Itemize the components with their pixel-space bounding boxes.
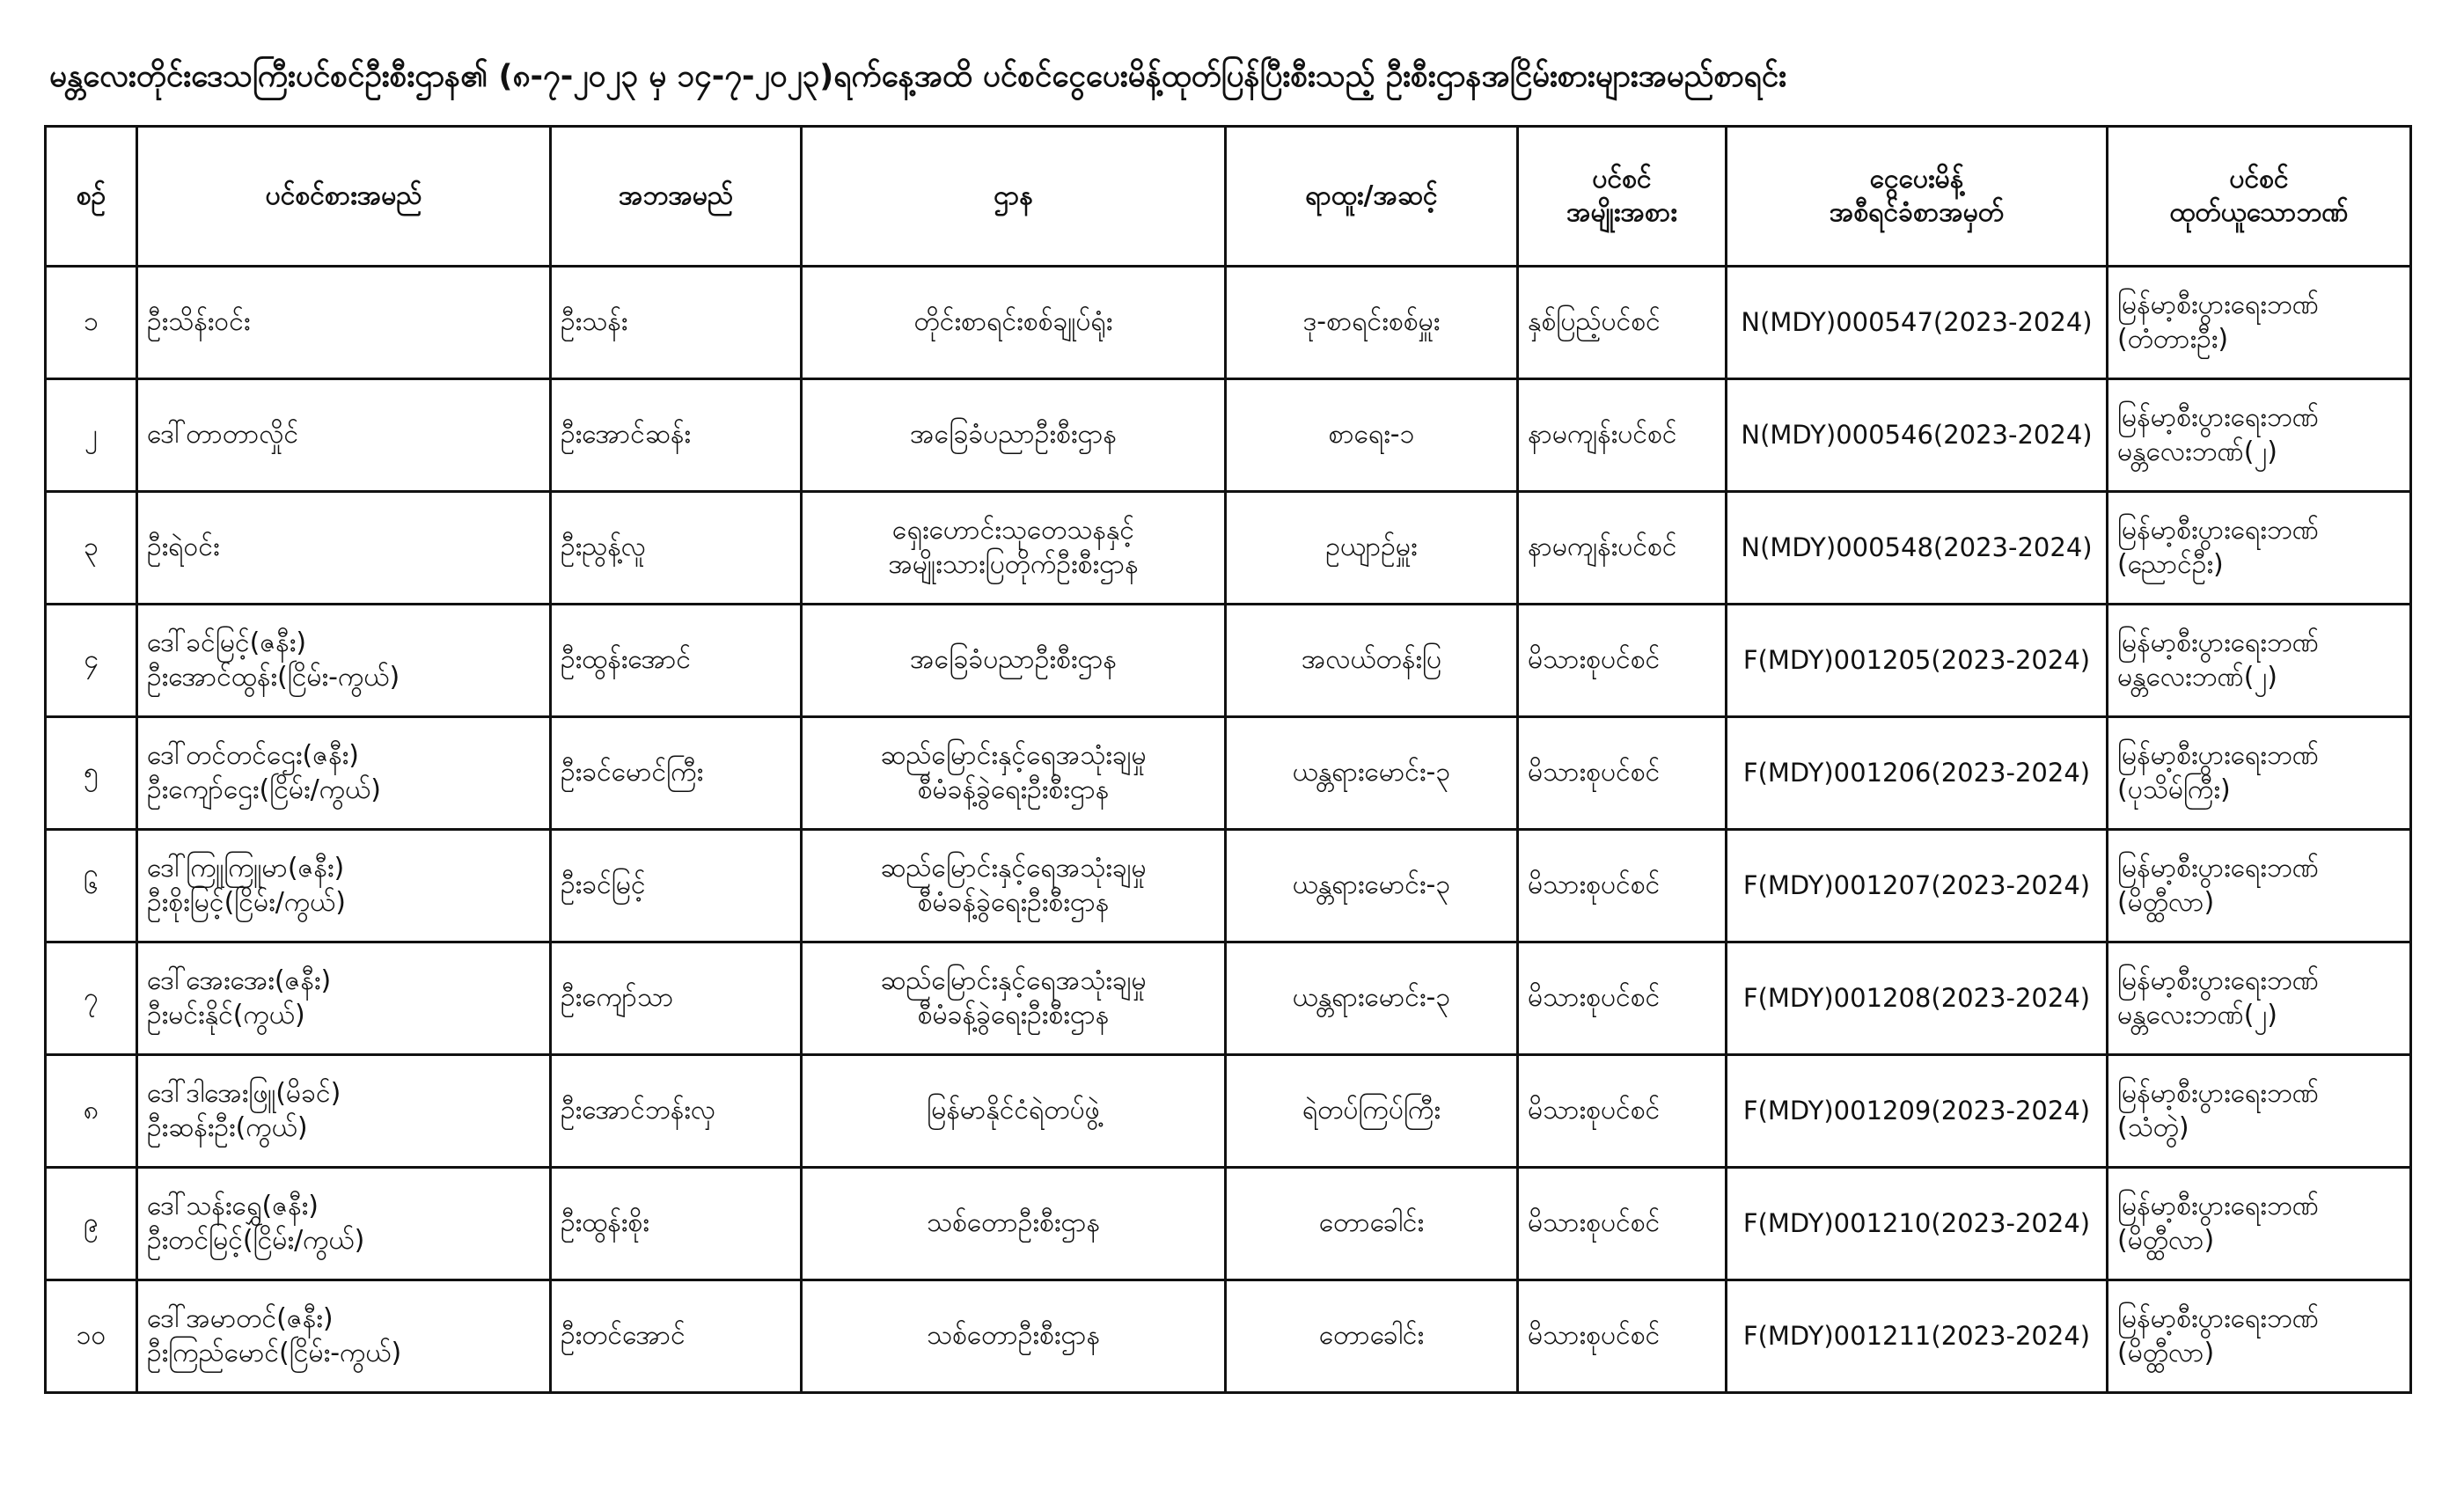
- cell-bank-line: (ညောင်ဦး): [2117, 548, 2224, 580]
- cell-serial-no: ၁၀: [46, 1280, 137, 1393]
- cell-serial-no: ၁: [46, 267, 137, 379]
- cell-department: [802, 492, 1226, 605]
- cell-bank-line: မန္တလေးဘဏ်(၂): [2117, 661, 2277, 693]
- cell-pensioner-name-line: ဦးဆန်းဦး(ကွယ်): [147, 1111, 308, 1143]
- cell-pension-type: မိသားစုပင်စင်: [1518, 605, 1727, 717]
- cell-pensioner-name-line: ဦးကြည်မောင်(ငြိမ်း-ကွယ်): [147, 1337, 402, 1368]
- cell-department-line: မြန်မာနိုင်ငံရဲတပ်ဖွဲ့: [927, 1095, 1100, 1126]
- cell-pensioner-name-line: ဒေါ်အေးအေး(ဇနီး): [147, 965, 332, 997]
- header-bank-line: ပင်စင်: [2229, 163, 2289, 194]
- cell-serial-no: ၃: [46, 492, 137, 605]
- cell-department-line: အခြေခံပညာဦးစီးဌာန: [910, 644, 1117, 676]
- cell-rank: အလယ်တန်းပြ: [1226, 605, 1518, 717]
- cell-bank: [2108, 942, 2411, 1055]
- cell-payment-order-number: F(MDY)001210(2023-2024): [1727, 1168, 2108, 1280]
- header-father-name: အဘအမည်: [551, 127, 802, 267]
- header-payment-order-line: အစီရင်ခံစာအမှတ်: [1829, 197, 2005, 228]
- cell-pensioner-name-line: ဒေါ်ခင်မြင့်(ဇနီး): [147, 627, 307, 659]
- cell-bank: [2108, 267, 2411, 379]
- cell-bank: [2108, 379, 2411, 492]
- cell-rank: စာရေး-၁: [1226, 379, 1518, 492]
- cell-rank: ဥယျာဉ်မှူး: [1226, 492, 1518, 605]
- cell-pensioner-name: [137, 267, 551, 379]
- cell-rank: ယန္တရားမောင်း-၃: [1226, 830, 1518, 942]
- cell-pensioner-name-line: ဦးစိုးမြင့်(ငြိမ်း/ကွယ်): [147, 886, 346, 918]
- cell-department: [802, 1168, 1226, 1280]
- cell-pension-type: နှစ်ပြည့်ပင်စင်: [1518, 267, 1727, 379]
- cell-department-line: စီမံခန့်ခွဲရေးဦးစီးဌာန: [917, 774, 1110, 805]
- cell-pensioner-name-line: ဒေါ်တာတာလှိုင်: [147, 419, 299, 451]
- cell-bank-line: မြန်မာ့စီးပွားရေးဘဏ်: [2117, 1303, 2319, 1335]
- cell-father-name: ဦးခင်မောင်ကြီး: [551, 717, 802, 830]
- cell-department-line: အမျိုးသားပြတိုက်ဦးစီးဌာန: [888, 548, 1139, 580]
- cell-pensioner-name: [137, 379, 551, 492]
- cell-pensioner-name: [137, 717, 551, 830]
- cell-serial-no: ၆: [46, 830, 137, 942]
- cell-father-name: ဦးထွန်းစိုး: [551, 1168, 802, 1280]
- cell-pension-type: မိသားစုပင်စင်: [1518, 717, 1727, 830]
- table-row: [46, 1168, 2411, 1280]
- cell-department-line: ဆည်မြောင်းနှင့်ရေအသုံးချမှု: [880, 740, 1147, 772]
- cell-department-line: ဆည်မြောင်းနှင့်ရေအသုံးချမှု: [880, 965, 1147, 997]
- cell-pension-type: မိသားစုပင်စင်: [1518, 942, 1727, 1055]
- cell-father-name: ဦးသန်း: [551, 267, 802, 379]
- cell-bank-line: (မိတ္ထီလာ): [2117, 886, 2215, 918]
- cell-serial-no: ၉: [46, 1168, 137, 1280]
- header-serial-no: စဉ်: [46, 127, 137, 267]
- cell-department: [802, 717, 1226, 830]
- header-pension-type-line: အမျိုးအစား: [1566, 197, 1677, 228]
- cell-department-line: စီမံခန့်ခွဲရေးဦးစီးဌာန: [917, 886, 1110, 918]
- cell-bank-line: မြန်မာ့စီးပွားရေးဘဏ်: [2117, 1191, 2319, 1222]
- cell-rank: တောခေါင်း: [1226, 1280, 1518, 1393]
- cell-bank-line: (မိတ္ထီလာ): [2117, 1337, 2215, 1368]
- cell-department: [802, 1280, 1226, 1393]
- cell-bank: [2108, 830, 2411, 942]
- cell-father-name: ဦးအောင်ဆန်း: [551, 379, 802, 492]
- cell-pensioner-name: [137, 1280, 551, 1393]
- cell-bank-line: မန္တလေးဘဏ်(၂): [2117, 999, 2277, 1030]
- cell-department: [802, 379, 1226, 492]
- header-pension-type: [1518, 127, 1727, 267]
- cell-rank: တောခေါင်း: [1226, 1168, 1518, 1280]
- cell-bank-line: မြန်မာ့စီးပွားရေးဘဏ်: [2117, 515, 2319, 546]
- cell-bank-line: မြန်မာ့စီးပွားရေးဘဏ်: [2117, 740, 2319, 772]
- cell-bank-line: မန္တလေးဘဏ်(၂): [2117, 436, 2277, 467]
- cell-pension-type: မိသားစုပင်စင်: [1518, 1280, 1727, 1393]
- cell-serial-no: ၅: [46, 717, 137, 830]
- table-row: [46, 942, 2411, 1055]
- cell-payment-order-number: N(MDY)000547(2023-2024): [1727, 267, 2108, 379]
- cell-bank: [2108, 1055, 2411, 1168]
- cell-rank: ရဲတပ်ကြပ်ကြီး: [1226, 1055, 1518, 1168]
- cell-pensioner-name-line: ဒေါ်အမာတင်(ဇနီး): [147, 1303, 334, 1335]
- cell-bank-line: (ပုသိမ်ကြီး): [2117, 774, 2231, 805]
- cell-pension-type: နာမကျန်းပင်စင်: [1518, 379, 1727, 492]
- cell-pensioner-name: [137, 492, 551, 605]
- header-department: ဌာန: [802, 127, 1226, 267]
- cell-department: [802, 830, 1226, 942]
- cell-bank-line: မြန်မာ့စီးပွားရေးဘဏ်: [2117, 965, 2319, 997]
- cell-payment-order-number: N(MDY)000546(2023-2024): [1727, 379, 2108, 492]
- cell-pensioner-name-line: ဒေါ်တင်တင်ဌေး(ဇနီး): [147, 740, 359, 772]
- cell-rank: ယန္တရားမောင်း-၃: [1226, 717, 1518, 830]
- cell-serial-no: ၈: [46, 1055, 137, 1168]
- cell-pensioner-name: [137, 1168, 551, 1280]
- cell-bank: [2108, 1280, 2411, 1393]
- cell-father-name: ဦးထွန်းအောင်: [551, 605, 802, 717]
- table-row: [46, 379, 2411, 492]
- cell-bank: [2108, 605, 2411, 717]
- cell-pensioner-name: [137, 1055, 551, 1168]
- table-row: [46, 1280, 2411, 1393]
- cell-department: [802, 605, 1226, 717]
- cell-serial-no: ၄: [46, 605, 137, 717]
- cell-payment-order-number: N(MDY)000548(2023-2024): [1727, 492, 2108, 605]
- cell-pensioner-name-line: ဦးရဲဝင်း: [147, 532, 220, 563]
- cell-pension-type: နာမကျန်းပင်စင်: [1518, 492, 1727, 605]
- pensioner-table: [44, 125, 2412, 1394]
- table-row: [46, 605, 2411, 717]
- header-bank-line: ထုတ်ယူသောဘဏ်: [2169, 197, 2349, 228]
- cell-department: [802, 267, 1226, 379]
- cell-pensioner-name-line: ဦးကျော်ဌေး(ငြိမ်း/ကွယ်): [147, 774, 381, 805]
- cell-father-name: ဦးခင်မြင့်: [551, 830, 802, 942]
- cell-department-line: စီမံခန့်ခွဲရေးဦးစီးဌာန: [917, 999, 1110, 1030]
- cell-department: [802, 942, 1226, 1055]
- cell-bank-line: (သံတွဲ): [2117, 1111, 2189, 1143]
- cell-serial-no: ၇: [46, 942, 137, 1055]
- cell-bank-line: (မိတ္ထီလာ): [2117, 1224, 2215, 1256]
- cell-pensioner-name-line: ဦးသိန်းဝင်း: [147, 306, 251, 338]
- cell-pensioner-name-line: ဒေါ်သန်းရွှေ(ဇနီး): [147, 1191, 319, 1222]
- cell-rank: ဒု-စာရင်းစစ်မှူး: [1226, 267, 1518, 379]
- cell-department: [802, 1055, 1226, 1168]
- cell-bank-line: မြန်မာ့စီးပွားရေးဘဏ်: [2117, 402, 2319, 434]
- cell-pensioner-name: [137, 830, 551, 942]
- cell-payment-order-number: F(MDY)001205(2023-2024): [1727, 605, 2108, 717]
- cell-department-line: ရှေးဟောင်းသုတေသနနှင့်: [891, 515, 1135, 546]
- cell-payment-order-number: F(MDY)001206(2023-2024): [1727, 717, 2108, 830]
- table-row: [46, 267, 2411, 379]
- cell-bank: [2108, 1168, 2411, 1280]
- table-row: [46, 830, 2411, 942]
- cell-serial-no: ၂: [46, 379, 137, 492]
- header-payment-order-number: [1727, 127, 2108, 267]
- cell-department-line: အခြေခံပညာဦးစီးဌာန: [910, 419, 1117, 451]
- cell-bank: [2108, 717, 2411, 830]
- header-pension-type-line: ပင်စင်: [1592, 163, 1652, 194]
- cell-department-line: သစ်တောဦးစီးဌာန: [927, 1207, 1100, 1239]
- page-title: မန္တလေးတိုင်းဒေသကြီးပင်စင်ဦးစီးဌာန၏ (၈-၇-၂၀၂၃ မှ ၁၄-၇-၂၀၂၃)ရက်နေ့အထိ ပင်စင်ငွေပေးမိန့်ထုတ်ပြန်ပြီးစီးသည့် ဦးစီးဌာနအငြိမ်းစားများအမည်စာရင်း: [49, 59, 1787, 94]
- cell-pensioner-name: [137, 605, 551, 717]
- cell-bank-line: မြန်မာ့စီးပွားရေးဘဏ်: [2117, 290, 2319, 321]
- table-row: [46, 1055, 2411, 1168]
- cell-bank-line: (တံတားဦး): [2117, 323, 2229, 355]
- cell-payment-order-number: F(MDY)001207(2023-2024): [1727, 830, 2108, 942]
- cell-payment-order-number: F(MDY)001209(2023-2024): [1727, 1055, 2108, 1168]
- cell-pensioner-name-line: ဦးမင်းနိုင်(ကွယ်): [147, 999, 305, 1030]
- cell-bank-line: မြန်မာ့စီးပွားရေးဘဏ်: [2117, 853, 2319, 884]
- cell-pensioner-name-line: ဦးအောင်ထွန်း(ငြိမ်း-ကွယ်): [147, 661, 400, 693]
- table-row: [46, 717, 2411, 830]
- cell-father-name: ဦးကျော်သာ: [551, 942, 802, 1055]
- cell-department-line: ဆည်မြောင်းနှင့်ရေအသုံးချမှု: [880, 853, 1147, 884]
- header-bank: [2108, 127, 2411, 267]
- cell-bank: [2108, 492, 2411, 605]
- table-header-row: [46, 127, 2411, 267]
- cell-pensioner-name-line: ဒေါ်ကြူကြူမာ(ဇနီး): [147, 853, 345, 884]
- cell-pensioner-name: [137, 942, 551, 1055]
- cell-bank-line: မြန်မာ့စီးပွားရေးဘဏ်: [2117, 627, 2319, 659]
- table-row: [46, 492, 2411, 605]
- cell-father-name: ဦးညွန့်လူ: [551, 492, 802, 605]
- cell-payment-order-number: F(MDY)001211(2023-2024): [1727, 1280, 2108, 1393]
- cell-payment-order-number: F(MDY)001208(2023-2024): [1727, 942, 2108, 1055]
- cell-father-name: ဦးတင်အောင်: [551, 1280, 802, 1393]
- cell-department-line: တိုင်းစာရင်းစစ်ချုပ်ရုံး: [913, 306, 1113, 338]
- cell-rank: ယန္တရားမောင်း-၃: [1226, 942, 1518, 1055]
- cell-pension-type: မိသားစုပင်စင်: [1518, 1168, 1727, 1280]
- header-rank: ရာထူး/အဆင့်: [1226, 127, 1518, 267]
- cell-pensioner-name-line: ဒေါ်ဒါအေးဖြူ(မိခင်): [147, 1078, 341, 1110]
- cell-pensioner-name-line: ဦးတင်မြင့်(ငြိမ်း/ကွယ်): [147, 1224, 365, 1256]
- cell-bank-line: မြန်မာ့စီးပွားရေးဘဏ်: [2117, 1078, 2319, 1110]
- cell-pension-type: မိသားစုပင်စင်: [1518, 1055, 1727, 1168]
- cell-father-name: ဦးအောင်ဘန်းလှ: [551, 1055, 802, 1168]
- header-pensioner-name: ပင်စင်စားအမည်: [137, 127, 551, 267]
- header-payment-order-line: ငွေပေးမိန့်: [1869, 163, 1964, 194]
- cell-pension-type: မိသားစုပင်စင်: [1518, 830, 1727, 942]
- cell-department-line: သစ်တောဦးစီးဌာန: [927, 1320, 1100, 1352]
